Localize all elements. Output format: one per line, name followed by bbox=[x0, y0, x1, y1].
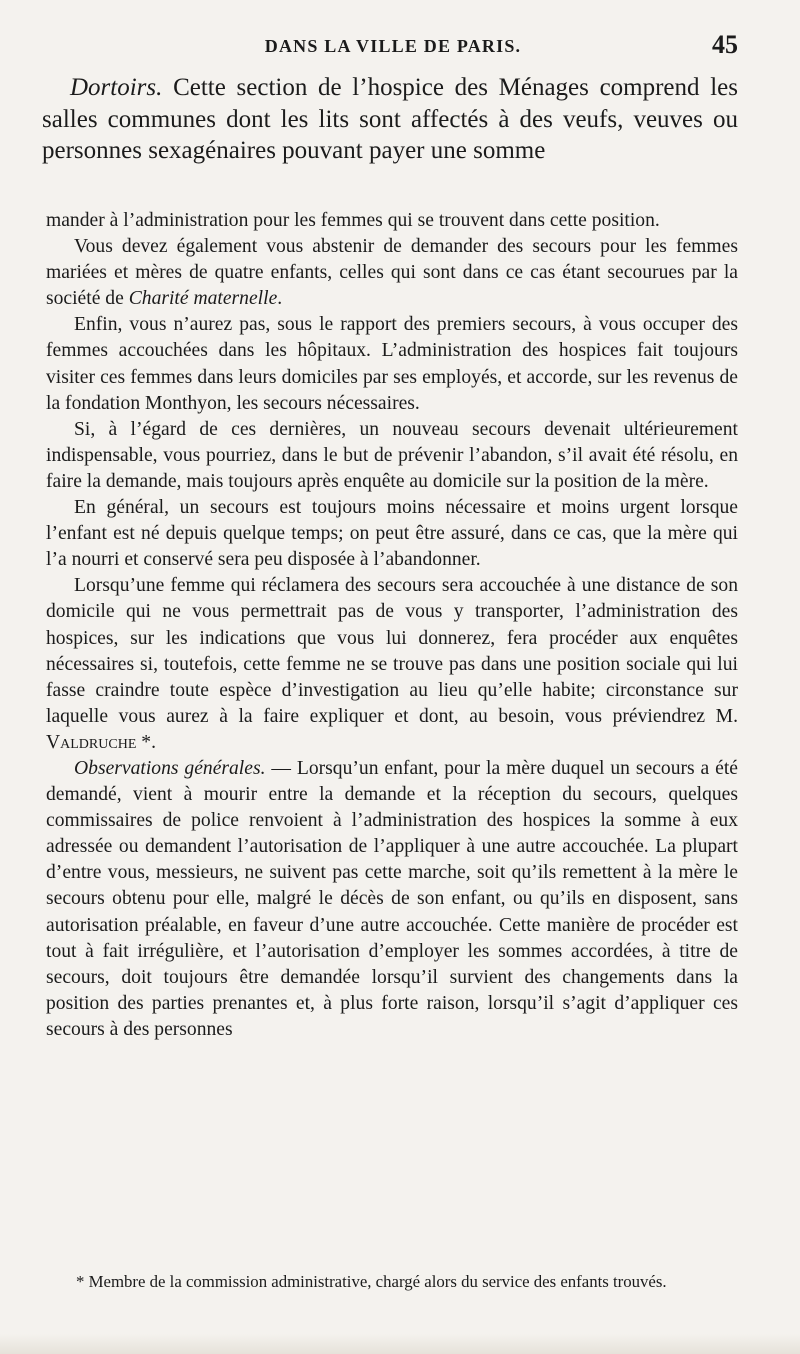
lead-in-heading: Dortoirs. bbox=[70, 74, 163, 101]
paragraph bbox=[46, 234, 738, 312]
emphasis-text: Charité maternelle bbox=[128, 288, 278, 310]
section-heading: Observations générales. bbox=[74, 757, 266, 779]
footnote bbox=[48, 1272, 758, 1292]
text-run: — Lorsqu’un enfant, pour la mère duquel un secours a été demandé, vient à mourir entre la demande et la réception du secours, quelques commissaires de police renvoient à l’administration des hospices la somme à eux adressée ou demandent l’autorisation de l’appliquer à une autre accouchée. La plupart d’entre vous, messieurs, ne suivent pas cette marche, soit qu’ils remettent à la mère le secours obtenu pour elle, malgré le décès de son enfant, ou qu’ils en disposent, sans autorisation préalable, en faveur d’une autre accouchée. Cette manière de procéder est tout à fait irrégulière, et l’autorisation d’employer les sommes accordées, à titre de secours, doit toujours être demandée lorsqu’il survient des changements dans la position des parties prenantes et, à plus forte raison, lorsqu’il s’agit d’appliquer ces secours à des personnes bbox=[46, 757, 738, 1040]
paragraph: Si, à l’égard de ces dernières, un nouveau secours devenait ultérieurement indispensable, vous pourriez, dans le but de prévenir l’abandon, s’il avait été résolu, en faire la demande, mais toujours après enquête au domicile sur la position de la mère. bbox=[46, 418, 738, 492]
text-run: Vous devez également vous abstenir de demander des secours pour les femmes mariées et mères de quatre enfants, celles qui sont dans ce cas étant secourues par la société de bbox=[46, 236, 738, 310]
paragraph bbox=[46, 573, 738, 756]
page-number: 45 bbox=[712, 30, 738, 59]
paragraph bbox=[46, 756, 738, 1043]
text-run: Lorsqu’une femme qui réclamera des secours sera accouchée à une distance de son domicile qui ne vous permettrait pas de vous y transporter, l’administration des hospices, sur les indications que vous lui donnerez, fera procéder aux enquêtes nécessaires si, toutefois, cette femme ne se trouve pas dans une position sociale qui lui fasse craindre toute espèce d’investigation au lieu qu’elle habite; circonstance sur laquelle vous aurez à la faire expliquer et dont, au besoin, vous préviendrez M. bbox=[46, 575, 738, 727]
person-name: Valdruche bbox=[46, 731, 137, 753]
paragraph: En général, un secours est toujours moins nécessaire et moins urgent lorsque l’enfant est né depuis quelque temps; on peut être assuré, dans ce cas, que la mère qui l’a nourri et conservé sera peu disposée à l’abandonner. bbox=[46, 497, 738, 571]
page-edge bbox=[0, 1334, 800, 1354]
lead-text: Cette section de l’hospice des Ménages comprend les salles communes dont les lits sont affectés à des veufs, veuves ou personnes sexagénaires pouvant payer une somme bbox=[42, 74, 738, 164]
pasted-fragment bbox=[42, 72, 738, 167]
page-header bbox=[48, 30, 738, 62]
running-title: DANS LA VILLE DE PARIS. bbox=[264, 36, 522, 56]
footnote-text: * Membre de la commission administrative, chargé alors du service des enfants trouvés. bbox=[76, 1272, 667, 1291]
text-run: . bbox=[277, 288, 283, 310]
body-text bbox=[46, 208, 738, 1043]
lead-paragraph bbox=[42, 72, 738, 167]
paragraph: Enfin, vous n’aurez pas, sous le rapport des premiers secours, à vous occuper des femmes accouchées dans les hôpitaux. L’administration des hospices fait toujours visiter ces femmes dans leurs domiciles par ses employés, et accorde, sur les revenus de la fondation Monthyon, les secours nécessaires. bbox=[46, 314, 738, 414]
paragraph-continuation: mander à l’administration pour les femmes qui se trouvent dans cette position. bbox=[46, 210, 660, 231]
footnote-marker: *. bbox=[136, 731, 156, 753]
